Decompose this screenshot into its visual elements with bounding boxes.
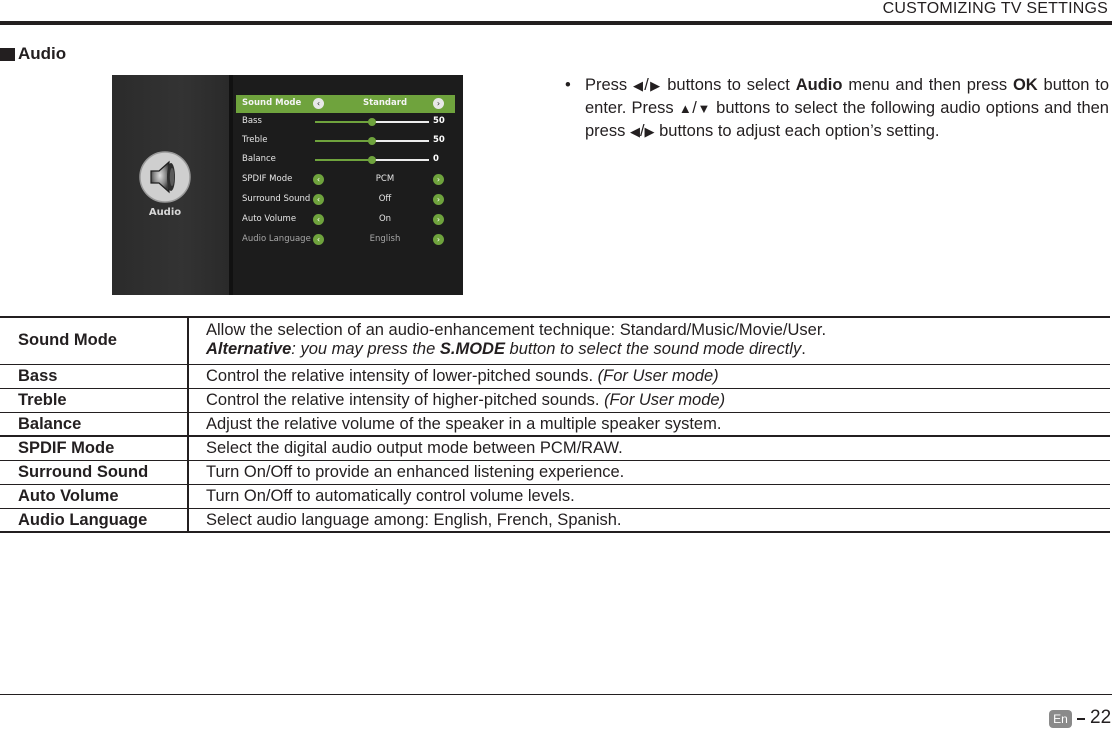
setting-description <box>188 317 1110 364</box>
chevron-right-icon[interactable]: › <box>433 234 444 245</box>
table-row <box>0 508 1110 532</box>
setting-description-text: Control the relative intensity of lower-pitched sounds. <box>206 366 598 385</box>
alternative-text: : you may press the <box>291 340 440 358</box>
table-row <box>0 317 1110 364</box>
table-row <box>0 484 1110 508</box>
setting-name: Sound Mode <box>0 317 188 364</box>
speaker-icon <box>138 150 192 204</box>
section-square-icon <box>0 48 15 61</box>
slider-knob[interactable] <box>368 118 376 126</box>
tv-menu-item-label: Audio Language <box>242 234 311 244</box>
tv-menu-item-label: Treble <box>242 135 268 145</box>
setting-alternative-note <box>206 340 1110 359</box>
setting-description-line: Allow the selection of an audio-enhancement technique: Standard/Music/Movie/User. <box>206 321 827 339</box>
table-row <box>0 460 1110 484</box>
tv-menu-item-label: Surround Sound <box>242 194 311 204</box>
right-arrow-icon: ▶ <box>648 78 662 93</box>
table-row <box>0 436 1110 460</box>
tv-menu-item-audio-language[interactable] <box>233 231 463 249</box>
chevron-left-icon[interactable]: ‹ <box>313 194 324 205</box>
down-arrow-icon: ▼ <box>696 101 711 116</box>
tv-menu-item-value: 0 <box>433 154 439 164</box>
tv-menu-item-label: Auto Volume <box>242 214 297 224</box>
treble-slider[interactable] <box>315 140 429 142</box>
table-row <box>0 364 1110 388</box>
setting-description: Select the digital audio output mode between PCM/RAW. <box>188 436 1110 460</box>
balance-slider[interactable] <box>315 159 429 161</box>
page-number: 22 <box>1090 707 1112 728</box>
tv-menu-item-treble[interactable] <box>233 132 463 150</box>
chevron-left-icon[interactable]: ‹ <box>313 214 324 225</box>
tv-menu-item-surround-sound[interactable] <box>233 191 463 209</box>
tv-menu-item-value: PCM <box>375 174 395 184</box>
left-arrow-icon: ◀ <box>633 78 645 93</box>
setting-note: (For User mode) <box>597 366 719 385</box>
instruction-fragment: buttons to select the following audio options and then press <box>585 99 1109 140</box>
chevron-left-icon[interactable]: ‹ <box>313 234 324 245</box>
tv-menu-item-spdif-mode[interactable] <box>233 171 463 189</box>
setting-name: Surround Sound <box>0 460 188 484</box>
section-title: Audio <box>18 44 67 63</box>
alternative-end: . <box>801 340 806 358</box>
alternative-text: button to select the sound mode directly <box>504 340 802 358</box>
header-rule <box>0 21 1112 25</box>
slider-fill <box>315 140 372 142</box>
tv-menu-item-value: English <box>369 234 401 244</box>
setting-name: Balance <box>0 412 188 436</box>
instruction-fragment: Press <box>585 76 634 94</box>
page-header-title: CUSTOMIZING TV SETTINGS <box>882 0 1108 17</box>
setting-description: Adjust the relative volume of the speaker in a multiple speaker system. <box>188 412 1110 436</box>
tv-menu-item-value: 50 <box>433 116 445 126</box>
setting-name: Bass <box>0 364 188 388</box>
setting-note: (For User mode) <box>604 390 726 409</box>
chevron-left-icon[interactable]: ‹ <box>313 98 324 109</box>
setting-name: Treble <box>0 388 188 412</box>
arrow-separator: / <box>692 99 697 117</box>
arrow-separator: / <box>639 122 645 140</box>
tv-menu-item-auto-volume[interactable] <box>233 211 463 229</box>
instruction-keyword: Audio <box>795 76 843 94</box>
instruction-keyword: OK <box>1012 76 1038 94</box>
slider-fill <box>315 159 372 161</box>
bass-slider[interactable] <box>315 121 429 123</box>
page-number-dash <box>1077 718 1085 720</box>
setting-description-text: Control the relative intensity of higher-pitched sounds. <box>206 390 605 409</box>
setting-description: Turn On/Off to provide an enhanced listening experience. <box>188 460 1110 484</box>
up-arrow-icon: ▲ <box>678 101 693 116</box>
tv-menu-icon-panel <box>112 75 229 295</box>
instructions <box>565 74 1109 143</box>
alternative-label: Alternative <box>206 340 292 358</box>
tv-menu-item-balance[interactable] <box>233 151 463 169</box>
footer-rule <box>0 694 1112 695</box>
setting-description <box>188 388 1110 412</box>
tv-menu-item-bass[interactable] <box>233 113 463 131</box>
chevron-left-icon[interactable]: ‹ <box>313 174 324 185</box>
setting-name: SPDIF Mode <box>0 436 188 460</box>
setting-name: Audio Language <box>0 508 188 532</box>
chevron-right-icon[interactable]: › <box>433 174 444 185</box>
arrow-separator: / <box>644 76 649 94</box>
alternative-key: S.MODE <box>439 340 505 358</box>
instruction-fragment: buttons to select <box>661 76 796 94</box>
chevron-right-icon[interactable]: › <box>433 214 444 225</box>
chevron-right-icon[interactable]: › <box>433 194 444 205</box>
slider-knob[interactable] <box>368 156 376 164</box>
table-row <box>0 388 1110 412</box>
setting-name: Auto Volume <box>0 484 188 508</box>
tv-menu-item-value: Standard <box>362 98 408 108</box>
right-arrow-icon: ▶ <box>644 124 655 139</box>
tv-menu-item-label: Sound Mode <box>242 98 302 108</box>
tv-menu-item-sound-mode[interactable] <box>233 95 463 113</box>
tv-menu-item-value: On <box>378 214 392 224</box>
tv-menu-list <box>233 75 463 295</box>
setting-description <box>188 364 1110 388</box>
tv-menu-item-label: SPDIF Mode <box>242 174 293 184</box>
instruction-text <box>585 74 1109 143</box>
instruction-fragment: menu and then press <box>842 76 1013 94</box>
setting-description: Turn On/Off to automatically control volume levels. <box>188 484 1110 508</box>
instruction-fragment: button to enter. Press <box>585 76 1110 117</box>
section-heading <box>0 44 66 64</box>
tv-menu-screenshot <box>112 75 463 295</box>
tv-menu-item-label: Balance <box>242 154 276 164</box>
tv-menu-item-value: Off <box>378 194 392 204</box>
bullet-icon: • <box>565 76 571 94</box>
language-badge: En <box>1049 710 1072 728</box>
left-arrow-icon: ◀ <box>629 124 640 139</box>
slider-knob[interactable] <box>368 137 376 145</box>
setting-description: Select audio language among: English, French, Spanish. <box>188 508 1110 532</box>
slider-fill <box>315 121 372 123</box>
tv-menu-icon-label: Audio <box>148 207 182 218</box>
tv-menu-item-label: Bass <box>242 116 262 126</box>
chevron-right-icon[interactable]: › <box>433 98 444 109</box>
audio-settings-table <box>0 316 1110 533</box>
table-row <box>0 412 1110 436</box>
tv-menu-item-value: 50 <box>433 135 445 145</box>
instruction-fragment: buttons to adjust each option’s setting. <box>654 122 940 140</box>
